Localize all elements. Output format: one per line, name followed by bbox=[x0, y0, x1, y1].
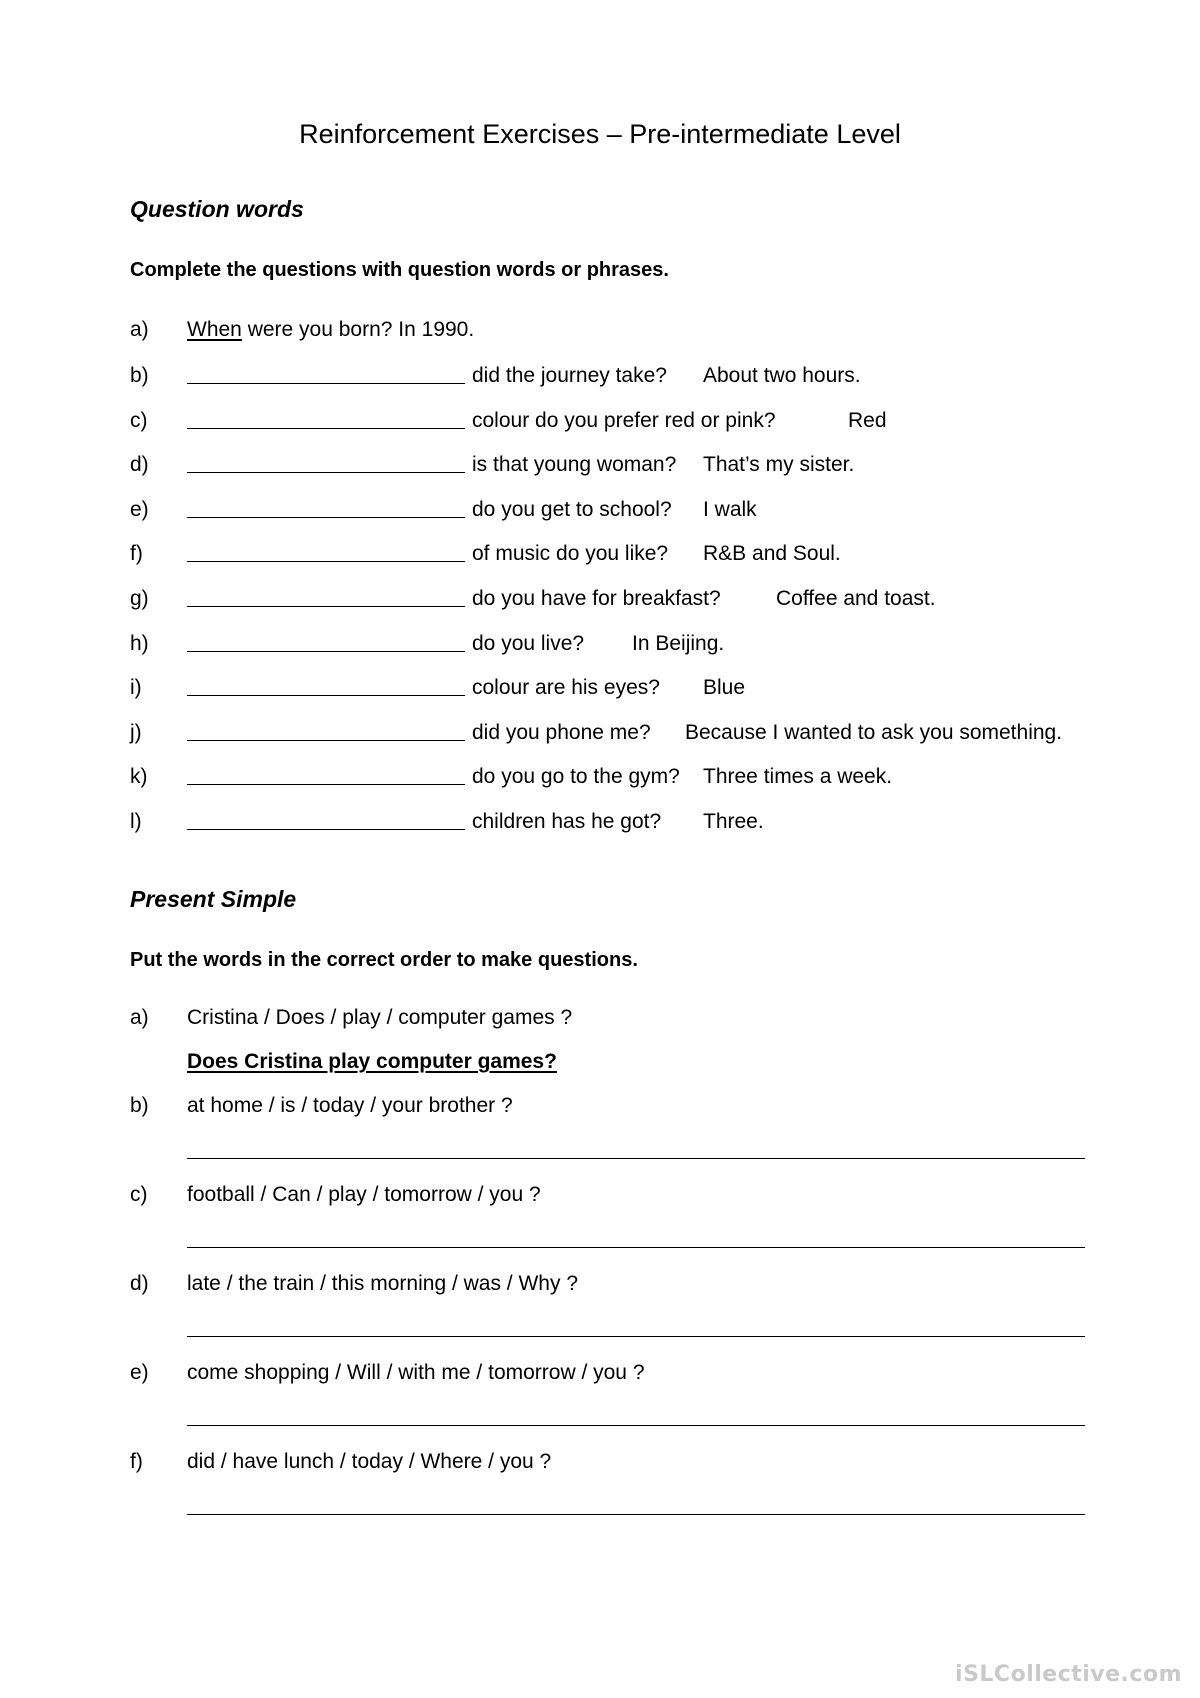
item-letter: h) bbox=[130, 631, 149, 655]
question-row bbox=[0, 762, 1200, 792]
question-prompt: do you live? bbox=[472, 631, 585, 655]
question-answer: R&B and Soul. bbox=[703, 542, 841, 566]
question-prompt: did the journey take? bbox=[472, 364, 667, 387]
question-answer: In Beijing. bbox=[632, 631, 725, 655]
item-letter: i) bbox=[130, 676, 142, 700]
answer-blank[interactable] bbox=[187, 428, 465, 429]
question-row bbox=[0, 718, 1200, 748]
word-prompt: did / have lunch / today / Where / you ? bbox=[187, 1450, 552, 1473]
word-prompt: at home / is / today / your brother ? bbox=[187, 1094, 513, 1117]
answer-line[interactable] bbox=[187, 1425, 1085, 1426]
question-row bbox=[0, 584, 1200, 614]
word-prompt: football / Can / play / tomorrow / you ? bbox=[187, 1183, 541, 1206]
watermark-logo: iSLCollective.com bbox=[955, 1662, 1182, 1687]
question-prompt: do you go to the gym? bbox=[472, 765, 680, 789]
question-answer: Three. bbox=[703, 810, 764, 833]
question-row bbox=[0, 539, 1200, 569]
word-order-row bbox=[0, 1091, 1200, 1121]
question-row bbox=[0, 673, 1200, 703]
word-prompt: Cristina / Does / play / computer games ? bbox=[187, 1006, 573, 1029]
question-prompt: children has he got? bbox=[472, 810, 662, 833]
answer-blank[interactable] bbox=[187, 517, 465, 518]
answer-blank[interactable] bbox=[187, 695, 465, 696]
answer-blank[interactable] bbox=[187, 784, 465, 785]
answer-blank[interactable] bbox=[187, 561, 465, 562]
answer-blank[interactable] bbox=[187, 606, 465, 607]
item-letter: l) bbox=[130, 810, 142, 833]
word-order-row bbox=[0, 1447, 1200, 1477]
instruction-present-simple: Put the words in the correct order to make questions. bbox=[130, 949, 638, 971]
item-letter: a) bbox=[130, 318, 149, 341]
question-answer: About two hours. bbox=[703, 364, 861, 387]
word-order-row bbox=[0, 1358, 1200, 1388]
page-title: Reinforcement Exercises – Pre-intermediate Level bbox=[299, 119, 901, 149]
answer-line[interactable] bbox=[187, 1247, 1085, 1248]
question-answer: Because I wanted to ask you something. bbox=[685, 720, 1063, 744]
item-letter: j) bbox=[130, 720, 142, 744]
question-prompt: colour do you prefer red or pink? bbox=[472, 408, 776, 432]
word-order-row bbox=[0, 1180, 1200, 1210]
question-prompt: is that young woman? bbox=[472, 453, 677, 477]
question-prompt: do you have for breakfast? bbox=[472, 587, 721, 610]
answer-line[interactable] bbox=[187, 1336, 1085, 1337]
question-answer: Three times a week. bbox=[703, 765, 893, 789]
word-prompt: come shopping / Will / with me / tomorrow / you ? bbox=[187, 1361, 645, 1384]
answer-line[interactable] bbox=[187, 1514, 1085, 1515]
item-letter: c) bbox=[130, 1183, 148, 1206]
example-answer: Does Cristina play computer games? bbox=[187, 1050, 557, 1073]
question-row bbox=[0, 406, 1200, 436]
question-answer: Red bbox=[848, 408, 887, 432]
item-letter: e) bbox=[130, 497, 149, 521]
answer-line[interactable] bbox=[187, 1158, 1085, 1159]
answer-blank[interactable] bbox=[187, 472, 465, 473]
item-letter: g) bbox=[130, 587, 149, 610]
answer-blank[interactable] bbox=[187, 383, 465, 384]
question-prompt: of music do you like? bbox=[472, 542, 669, 566]
section-heading-present-simple: Present Simple bbox=[130, 886, 297, 912]
example-answer-word: When bbox=[187, 318, 242, 341]
word-prompt: late / the train / this morning / was / Why ? bbox=[187, 1272, 578, 1295]
example-row-2 bbox=[0, 1003, 1200, 1033]
question-prompt: did you phone me? bbox=[472, 720, 651, 744]
question-row bbox=[0, 450, 1200, 480]
instruction-question-words: Complete the questions with question words or phrases. bbox=[130, 259, 669, 281]
answer-blank[interactable] bbox=[187, 829, 465, 830]
item-letter: d) bbox=[130, 453, 149, 477]
item-letter: a) bbox=[130, 1006, 149, 1029]
question-row bbox=[0, 807, 1200, 837]
question-prompt: colour are his eyes? bbox=[472, 676, 660, 700]
item-letter: b) bbox=[130, 1094, 149, 1117]
item-letter: f) bbox=[130, 1450, 143, 1473]
question-prompt: do you get to school? bbox=[472, 497, 672, 521]
example-prompt: were you born? In 1990. bbox=[247, 318, 475, 341]
section-heading-question-words: Question words bbox=[130, 196, 304, 222]
item-letter: f) bbox=[130, 542, 143, 566]
word-order-row bbox=[0, 1269, 1200, 1299]
item-letter: e) bbox=[130, 1361, 149, 1384]
answer-blank[interactable] bbox=[187, 740, 465, 741]
question-row bbox=[0, 629, 1200, 659]
question-answer: That’s my sister. bbox=[703, 453, 855, 477]
question-row bbox=[0, 495, 1200, 525]
question-answer: I walk bbox=[703, 497, 757, 521]
question-answer: Blue bbox=[703, 676, 746, 700]
question-row bbox=[0, 361, 1200, 391]
item-letter: b) bbox=[130, 364, 149, 387]
example-answer-row bbox=[0, 1047, 1200, 1077]
item-letter: d) bbox=[130, 1272, 149, 1295]
question-answer: Coffee and toast. bbox=[776, 587, 936, 610]
answer-blank[interactable] bbox=[187, 651, 465, 652]
item-letter: k) bbox=[130, 765, 148, 789]
example-row bbox=[0, 315, 1200, 345]
item-letter: c) bbox=[130, 408, 148, 432]
